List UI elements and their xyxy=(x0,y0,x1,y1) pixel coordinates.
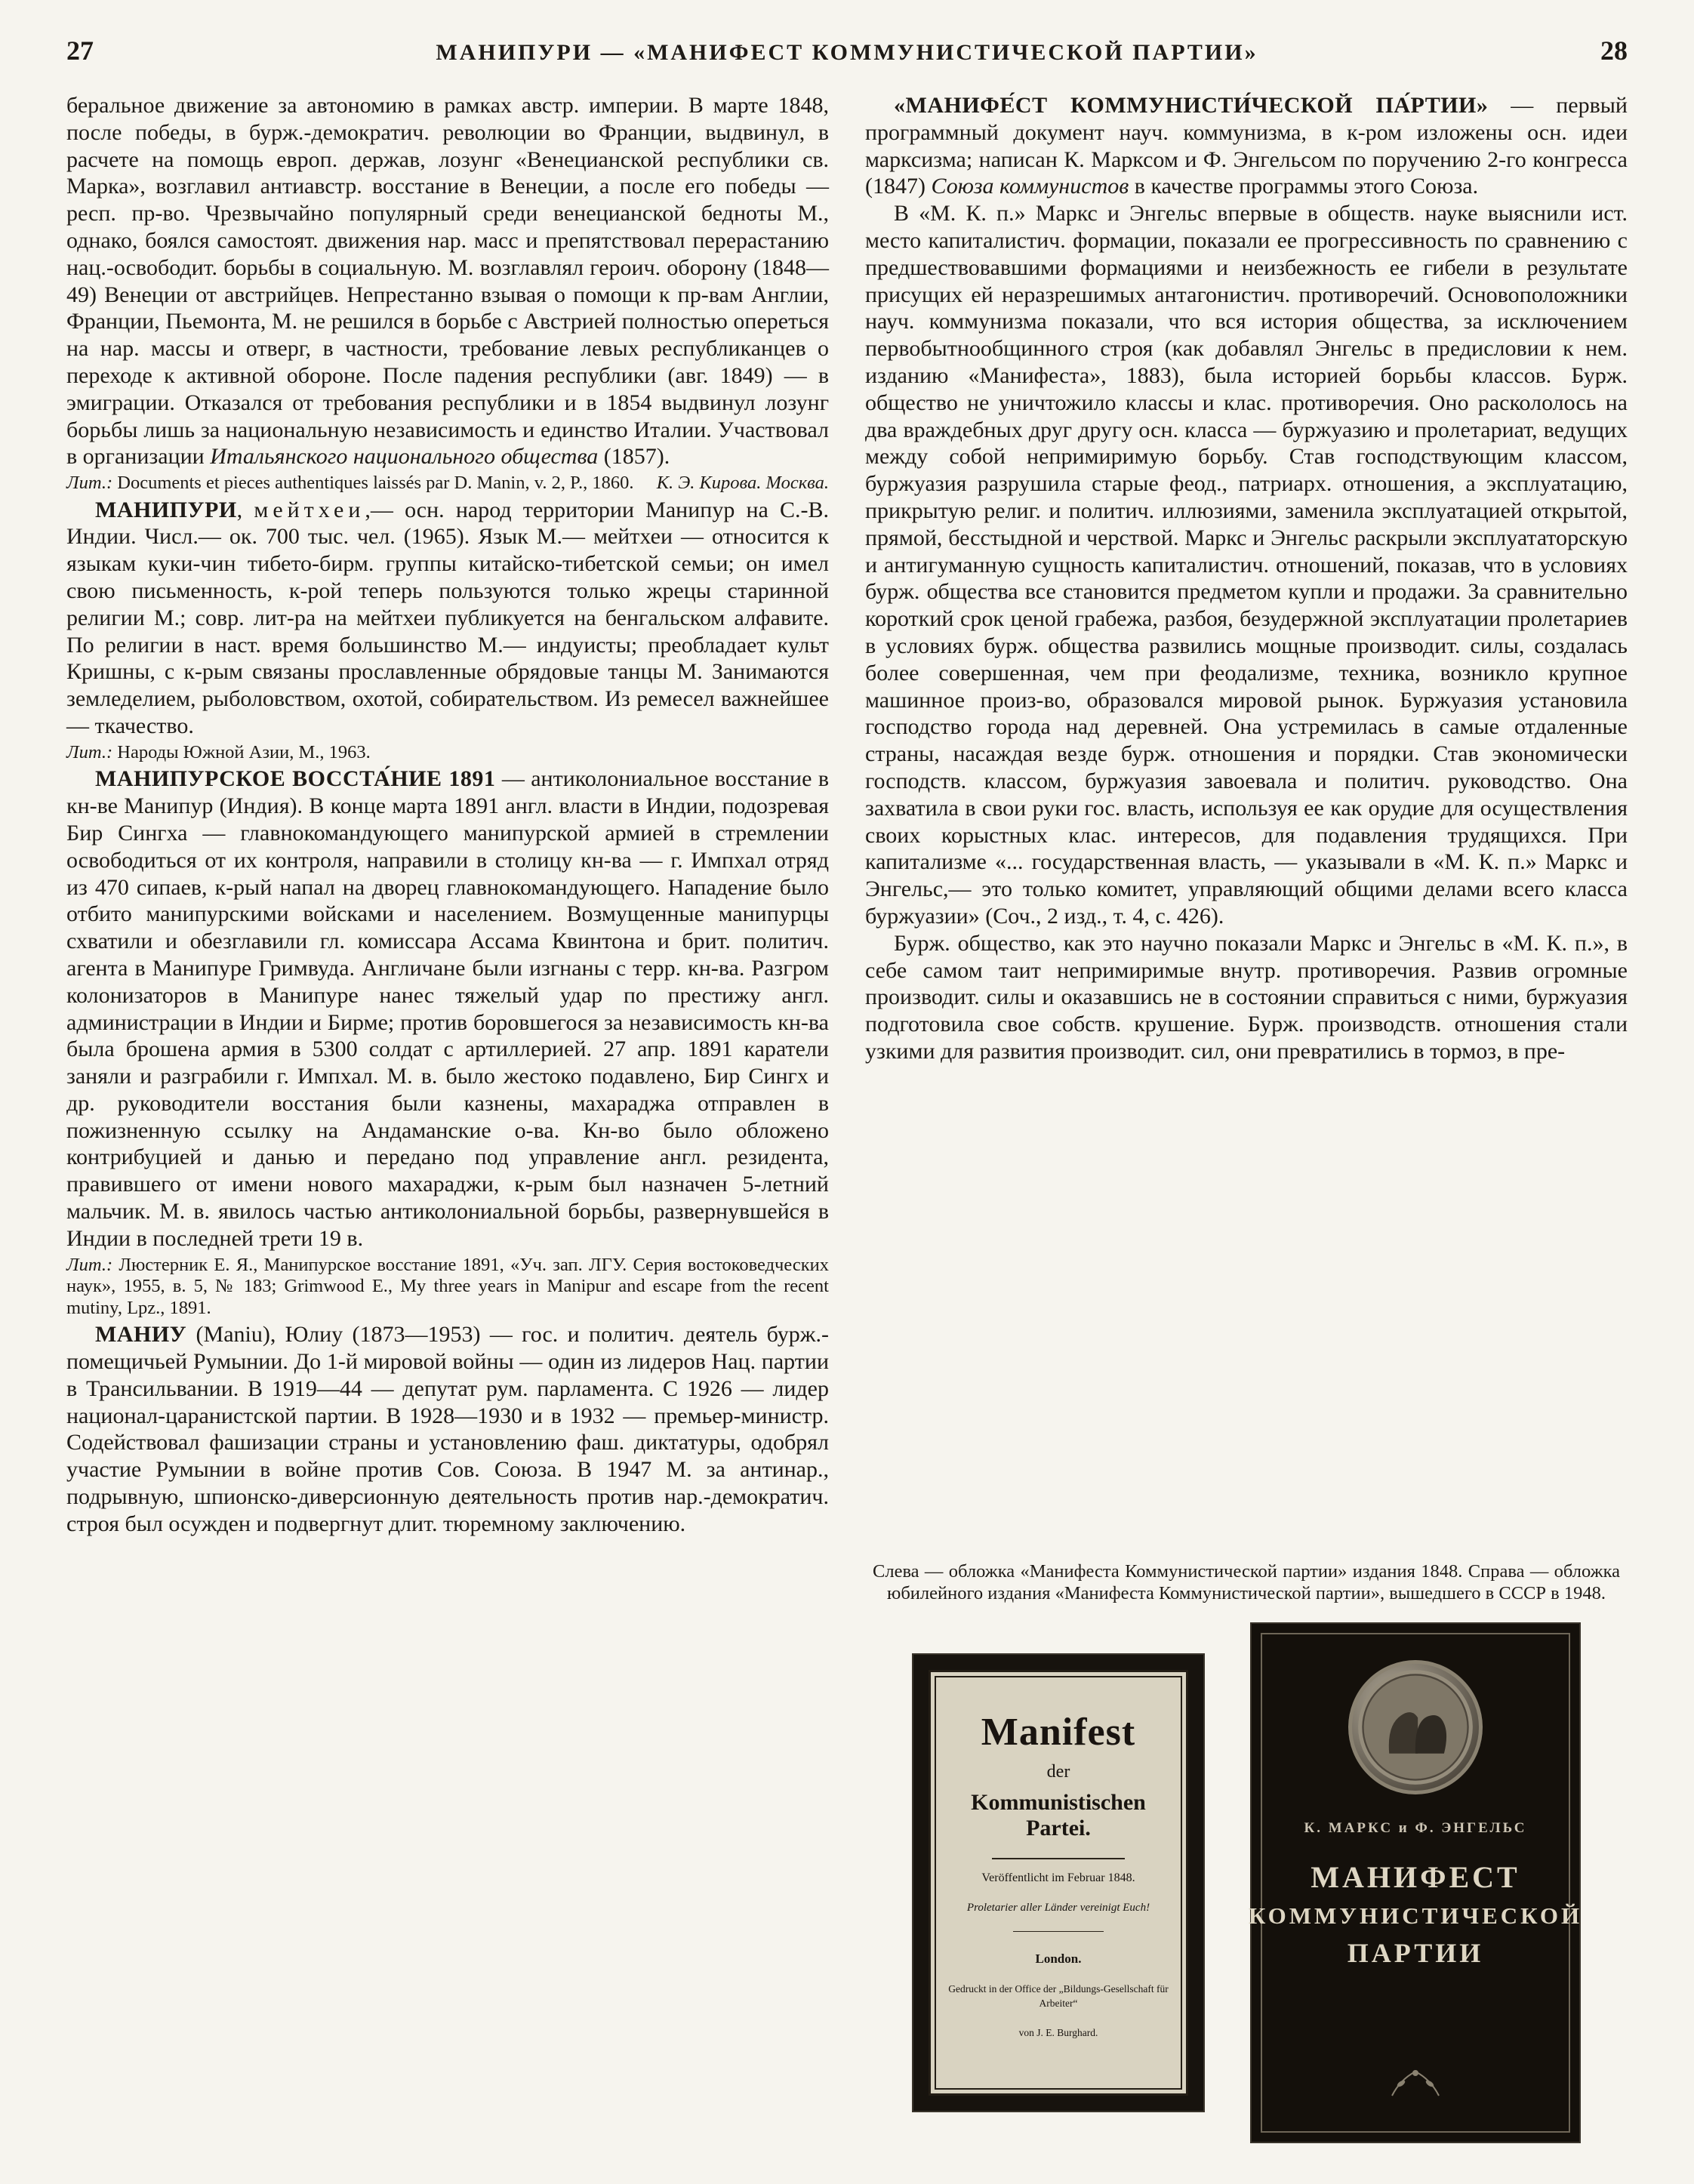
entry-title-manifesto: «МАНИФЕ́СТ КОММУНИСТИ́ЧЕСКОЙ ПА́РТИИ» xyxy=(894,93,1489,118)
manipuri-literature xyxy=(66,742,829,764)
running-title: МАНИПУРИ — «МАНИФЕСТ КОММУНИСТИЧЕСКОЙ ПАРТИИ» xyxy=(436,40,1258,65)
uprising-text: — антиколониальное восстание в кн-ве Манипур (Индия). В конце марта 1891 англ. власти в Индии, подозревая Бир Сингха — главнокомандующего манипурской армией в стремлении освободиться от их контроля, направили в столицу кн-ва — г. Импхал отряд из 470 сипаев, к-рый напал на дворец главнокомандующего. Нападение было отбито манипурскими войсками и населением. Возмущенные манипурцы схватили и обезглавили гл. комиссара Ассама Квинтона и брит. политич. агента в Манипуре Гримвуда. Англичане были изгнаны с терр. кн-ва. Разгром колонизаторов в Манипуре нанес тяжелый удар по престижу англ. администрации в Индии и Бирме; против боровшегося за независимость кн-ва была брошена армия в 5300 солдат с артиллерией. 27 апр. 1891 каратели заняли и разграбили г. Импхал. М. в. было жестоко подавлено, Бир Сингх и др. руководители восстания были казнены, махараджа отправлен в пожизненную ссылку на Андаманские о-ва. Кн-во было обложено контрибуцией и данью и передано под управление англ. резидента, правившего от имени нового махараджи, к-рым был назначен 5-летний мальчик. М. в. явилось частью антиколониальной борьбы, развернувшейся в Индии в последней трети 19 в. xyxy=(66,766,829,1251)
entry-title-maniu: МАНИУ xyxy=(95,1322,187,1348)
article-manipuri xyxy=(66,497,829,740)
cover-1848-printer-line-1: Gedruckt in der Office der „Bildungs-Gesellschaft für Arbeiter“ xyxy=(948,1983,1169,2009)
article-maniu xyxy=(66,1321,829,1537)
marx-engels-profiles-icon xyxy=(1356,1668,1475,1787)
article-author-signature: К. Э. Кирова. Москва. xyxy=(656,473,829,494)
laurel-ornament-icon xyxy=(1381,2067,1449,2104)
manifesto-intro: — первый программный документ науч. коммунизма, в к-ром изложены осн. идеи марксизма; написан К. Марксом и Ф. Энгельсом по поручению 2-го конгресса (1847) xyxy=(865,93,1628,199)
cover-1948-title-line-1: МАНИФЕСТ xyxy=(1311,1860,1520,1894)
manipuri-alt-name: мейтхеи xyxy=(254,497,365,522)
manifesto-paragraph-2: В «М. К. п.» Маркс и Энгельс впервые в обществ. науке выяснили ист. место капиталистич. формации, показали ее прогрессивность по сравнению с предшествовавшими формациями и неизбежность ее гибели в результате присущих ей неразрешимых антагонистич. противоречий. Основоположники науч. коммунизма показали, что вся история общества, за исключением первобытнообщинного строя (как добавлял Энгельс в предисловии к нем. изданию «Манифеста», 1883), была историей борьбы классов. Бурж. общество не уничтожило классы и клас. противоречия. Оно раскололось на два враждебных друг другу осн. класса — буржуазию и пролетариат, ведущих между собой непримиримую борьбу. Став господствующим классом, буржуазия разрушила старые феод., патриарх. отношения, а эксплуатацию, прикрытую религ. и политич. иллюзиями, заменила эксплуатацией открытой, прямой, бесстыдной и черствой. Маркс и Энгельс раскрыли эксплуататорскую и антигуманную сущность капиталистич. отношений, показав, что в условиях бурж. общества все становится предметом купли и продажи. За сравнительно короткий срок ценой грабежа, разбоя, безудержной эксплуатации пролетариев в условиях бурж. общества развились мощные производит. силы, создалась более совершенная, чем при феодализме, техника, возникло крупное машинное произ-во, образовался мировой рынок. Буржуазия установила господство города над деревней. Она устремилась в самые отдаленные страны, насаждая везде бурж. отношения и порядки. Став экономически господств. классом, буржуазия завоевала и политич. руководство. Она захватила в свои руки гос. власть, используя ее как орудие для осуществления своих корыстных клас. интересов, для подавления трудящихся. При капитализме «... государственная власть, — указывали в «М. К. п.» Маркс и Энгельс,— это только комитет, управляющий общими делами всего класса буржуазии» (Соч., 2 изд., т. 4, с. 426). xyxy=(865,201,1628,929)
lit-text: Народы Южной Азии, М., 1963. xyxy=(112,741,371,762)
cover-1848-title: Manifest xyxy=(981,1711,1136,1754)
cover-1848-london-line: London. xyxy=(1035,1951,1082,1966)
cover-1848-motto-line: Proletarier aller Länder vereinigt Euch! xyxy=(966,1902,1150,1914)
marx-engels-medallion xyxy=(1348,1660,1483,1794)
manipuri-text: ,— осн. народ территории Манипур на С.-В. Индии. Числ.— ок. 700 тыс. чел. (1965). Язык М.— мейтхеи — относится к языкам куки-чин тибето-бирм. группы китайско-тибетской семьи; он имел свою письменность, к-рой теперь пользуются только жрецы старинной религии М.; совр. лит-ра на мейтхеи публикуется на бенгальском алфавите. По религии в наст. время большинство М.— индуисты; преобладает культ Кришны, с к-рым связаны прославленные обрядовые танцы М. Занимаются земледелием, рыболовством, охотой, собирательством. Из ремесел важнейшее — ткачество. xyxy=(66,497,830,739)
cover-1848-subtitle: Kommunistischen Partei. xyxy=(971,1790,1146,1841)
uprising-literature xyxy=(66,1255,829,1320)
divider-rule xyxy=(1013,1931,1104,1932)
manifesto-intro-end: в качестве программы этого Союза. xyxy=(1129,174,1479,199)
divider-rule xyxy=(992,1858,1124,1859)
lit-text: Documents et pieces authentiques laissés par D. Manin, v. 2, P., 1860. xyxy=(112,473,634,494)
lit-label: Лит.: xyxy=(66,741,113,762)
covers-row xyxy=(865,1624,1628,2142)
cover-1848-der: der xyxy=(1046,1762,1070,1782)
manifesto-italic-phrase: Союза коммунистов xyxy=(931,174,1129,199)
lit-text: Люстерник Е. Я., Манипурское восстание 1891, «Уч. зап. ЛГУ. Серия востоковедческих наук», 1955, в. 5, № 183; Grimwood E., My three years in Manipur and escape from the recent mutiny, Lpz., 1891. xyxy=(66,1254,829,1318)
cover-1848-printer-line-2: von J. E. Burghard. xyxy=(1018,2027,1098,2038)
manifesto-covers-figure xyxy=(865,1561,1628,2142)
article-manifesto xyxy=(865,92,1628,200)
manifesto-1948-cover-image xyxy=(1248,1624,1583,2142)
entry-title-manipuri: МАНИПУРИ xyxy=(95,497,237,522)
page-number-right: 28 xyxy=(1600,35,1628,66)
cover-1848-inner xyxy=(929,1670,1188,2096)
manin-literature xyxy=(66,473,829,494)
entry-title-manipur-uprising: МАНИПУРСКОЕ ВОССТА́НИЕ 1891 xyxy=(95,766,496,792)
cover-1948-inner xyxy=(1248,1633,1583,2133)
manin-text-end: (1857). xyxy=(598,444,670,470)
manifesto-paragraph-3: Бурж. общество, как это научно показали Маркс и Энгельс в «М. К. п.», в себе самом таит непримиримые внутр. противоречия. Развив огромные производит. силы и оказавшись не в состоянии справиться с ними, буржуазия подготовила свое собств. крушение. Бурж. производств. отношения стали узкими для развития производит. сил, они превратились в тормоз, в пре- xyxy=(865,930,1628,1064)
running-head xyxy=(66,35,1628,66)
article-manin-continuation xyxy=(66,92,829,470)
right-column xyxy=(865,92,1628,2142)
left-column xyxy=(66,92,829,2142)
article-manipur-uprising xyxy=(66,765,829,1252)
manipuri-sep: , xyxy=(236,497,254,522)
cover-1848-published-line: Veröffentlicht im Februar 1848. xyxy=(981,1871,1135,1884)
cover-1948-title-line-3: ПАРТИИ xyxy=(1347,1938,1484,1968)
manin-italic-phrase: Итальянского национального общества xyxy=(210,444,599,470)
lit-label: Лит.: xyxy=(66,1254,113,1275)
lit-label: Лит.: xyxy=(66,473,113,494)
manin-text: беральное движение за автономию в рамках австр. империи. В марте 1848, после победы, в бурж.-демократич. революции во Франции, выдвинул, в расчете на помощь европ. держав, лозунг «Венецианской республики св. Марка», возглавил антиавстр. восстание в Венеции, а после его победы — респ. пр-во. Чрезвычайно популярный среди венецианской бедноты М., однако, боялся самостоят. движения нар. масс и препятствовал перерастанию нац.-освободит. борьбы в социальную. М. возглавлял героич. оборону (1848—49) Венеции от австрийцев. Непрестанно взывая о помощи к пр-вам Англии, Франции, Пьемонта, М. не решился в борьбе с Австрией полностью опереться на нар. массы и отверг, в частности, требование левых республиканцев о переходе к активной обороне. После падения республики (авг. 1849) — в эмиграции. Отказался от требования республики и в 1854 выдвинул лозунг борьбы лишь за национальную независимость и единство Италии. Участвовал в организации xyxy=(66,93,829,470)
maniu-text: (Maniu), Юлиу (1873—1953) — гос. и политич. деятель бурж.-помещичьей Румынии. До 1-й мировой войны — один из лидеров Нац. партии в Трансильвании. В 1919—44 — депутат рум. парламента. С 1926 — лидер национал-царанистской партии. В 1928—1930 и в 1932 — премьер-министр. Содействовал фашизации страны и установлению фаш. диктатуры, одобрял участие Румынии в войне против Сов. Союза. В 1947 М. за антинар., подрывную, шпионско-диверсионную деятельность против нар.-демократич. строя был осужден и подвергнут длит. тюремному заключению. xyxy=(66,1322,829,1536)
cover-1948-title-block xyxy=(1249,1859,1582,1969)
cover-1948-authors: К. МАРКС и Ф. ЭНГЕЛЬС xyxy=(1304,1820,1527,1836)
text-columns xyxy=(66,92,1628,2142)
page-number-left: 27 xyxy=(66,35,94,66)
figure-caption: Слева — обложка «Манифеста Коммунистической партии» издания 1848. Справа — обложка юбилейного издания «Манифеста Коммунистической партии», вышедшего в СССР в 1948. xyxy=(873,1561,1620,1603)
manifesto-1848-cover-image xyxy=(913,1655,1203,2111)
cover-1948-title-line-2: КОММУНИСТИЧЕСКОЙ xyxy=(1248,1902,1583,1929)
